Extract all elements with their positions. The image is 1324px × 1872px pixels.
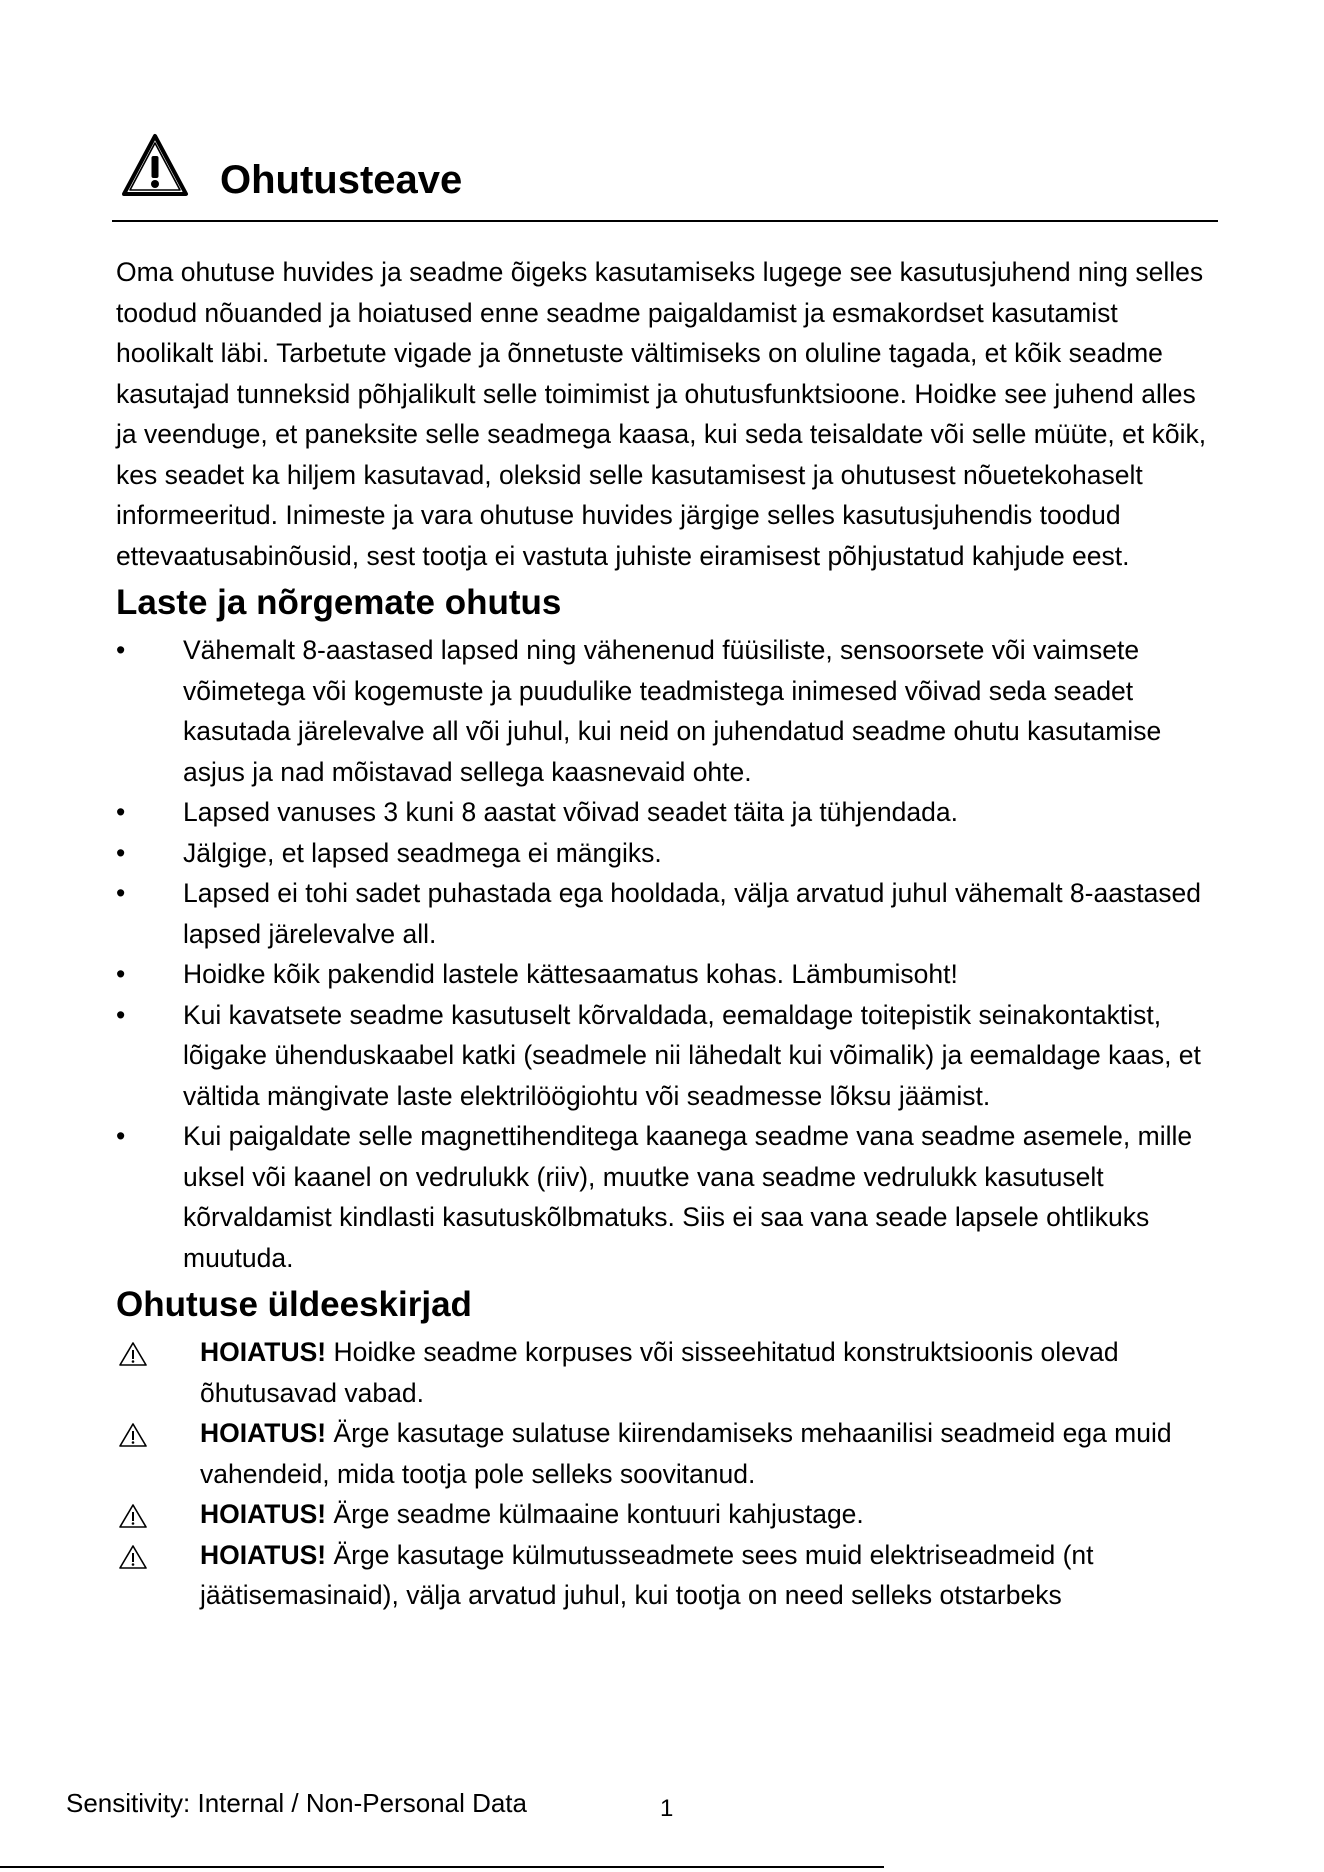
list-item	[116, 630, 1218, 792]
warning-triangle-icon	[118, 1341, 148, 1367]
list-item-text: Lapsed vanuses 3 kuni 8 aastat võivad seadet täita ja tühjendada.	[183, 797, 958, 827]
warning-label: HOIATUS!	[200, 1539, 327, 1570]
intro-paragraph: Oma ohutuse huvides ja seadme õigeks kasutamiseks lugege see kasutusjuhend ning selles toodud nõuanded ja hoiatused enne seadme paigaldamist ja esmakordset kasutamist hoolikalt läbi. Tarbetute vigade ja õnnetuste vältimiseks on oluline tagada, et kõik seadme kasutajad tunneksid põhjalikult selle toimimist ja ohutusfunktsioone. Hoidke see juhend alles ja veenduge, et paneksite selle seadmega kaasa, kui seda teisaldate või selle müüte, et kõik, kes seadet ka hiljem kasutavad, oleksid selle kasutamisest ja ohutusest nõuetekohaselt informeeritud. Inimeste ja vara ohutuse huvides järgige selles kasutusjuhendis toodud ettevaatusabinõusid, sest tootja ei vastuta juhiste eiramisest põhjustatud kahjude eest.	[116, 257, 1207, 571]
warning-label: HOIATUS!	[200, 1337, 327, 1367]
warning-item	[116, 1332, 1218, 1413]
list-item	[116, 873, 1218, 954]
list-item-text: Hoidke kõik pakendid lastele kättesaamatus kohas. Lämbumisoht!	[183, 959, 958, 989]
warning-triangle-icon	[120, 132, 190, 198]
warning-label: HOIATUS!	[200, 1418, 327, 1448]
list-item	[116, 954, 1218, 995]
document-body	[116, 252, 1218, 1616]
sensitivity-label: Sensitivity: Internal / Non-Personal Data	[66, 1788, 527, 1818]
bullet-icon: •	[116, 797, 126, 827]
page-heading	[112, 128, 1218, 222]
bullet-icon: •	[116, 635, 126, 665]
list-item	[116, 833, 1218, 874]
warning-text: Ärge kasutage sulatuse kiirendamiseks mehaanilisi seadmeid ega muid vahendeid, mida tootja pole selleks soovitanud.	[200, 1418, 1172, 1489]
warning-text: Ärge kasutage külmutusseadmete sees muid elektriseadmeid (nt jäätisemasinaid), välja arvatud juhul, kui tootja on need selleks otstarbeks	[200, 1539, 1094, 1610]
list-item-text: Kui paigaldate selle magnettihenditega kaanega seadme vana seadme asemele, mille uksel või kaanel on vedrulukk (riiv), muutke vana seadme vedrulukk kasutuselt kõrvaldamist kindlasti kasutuskõlbmatuks. Siis ei saa vana seade lapsele ohtlikuks muutuda.	[183, 1121, 1193, 1273]
list-item-text: Vähemalt 8-aastased lapsed ning vähenenud füüsiliste, sensoorsete või vaimsete võimetega või kogemuste ja puudulike teadmistega inimesed võivad seda seadet kasutada järelevalve all või juhul, kui neid on juhendatud seadme ohutu kasutamise asjus ja nad mõistavad sellega kaasnevaid ohte.	[183, 635, 1162, 787]
list-item	[116, 792, 1218, 833]
bullet-icon: •	[116, 837, 126, 868]
warning-triangle-icon	[118, 1544, 148, 1570]
children-safety-heading: Laste ja nõrgemate ohutus	[116, 583, 562, 622]
warning-item	[116, 1413, 1218, 1494]
list-item-text: Kui kavatsete seadme kasutuselt kõrvaldada, eemaldage toitepistik seinakontaktist, lõigake ühenduskaabel katki (seadmele nii lähedalt kui võimalik) ja eemaldage kaas, et vältida mängivate laste elektrilöögiohtu või seadmesse lõksu jäämist.	[183, 999, 1201, 1111]
bullet-icon: •	[116, 878, 126, 908]
warning-item	[116, 1535, 1218, 1616]
list-item	[116, 995, 1218, 1117]
bottom-divider	[0, 1866, 884, 1868]
list-item-text: Lapsed ei tohi sadet puhastada ega hooldada, välja arvatud juhul vähemalt 8-aastased lapsed järelevalve all.	[183, 878, 1202, 949]
warning-text: Hoidke seadme korpuses või sisseehitatud konstruktsioonis olevad õhutusavad vabad.	[200, 1337, 1119, 1408]
warning-triangle-icon	[118, 1422, 148, 1448]
warning-label: HOIATUS!	[200, 1499, 327, 1529]
children-safety-list	[116, 630, 1218, 1278]
warning-triangle-icon	[118, 1503, 148, 1529]
warning-text: Ärge seadme külmaaine kontuuri kahjustage.	[326, 1499, 864, 1529]
page-number: 1	[660, 1795, 674, 1822]
list-item-text: Jälgige, et lapsed seadmega ei mängiks.	[183, 837, 662, 868]
bullet-icon: •	[116, 999, 126, 1030]
page-title: Ohutusteave	[220, 158, 463, 202]
list-item	[116, 1116, 1218, 1278]
warning-item	[116, 1494, 1218, 1535]
general-safety-warnings	[116, 1332, 1218, 1616]
bullet-icon: •	[116, 959, 126, 989]
bullet-icon: •	[116, 1121, 126, 1151]
general-safety-heading: Ohutuse üldeeskirjad	[116, 1285, 472, 1324]
